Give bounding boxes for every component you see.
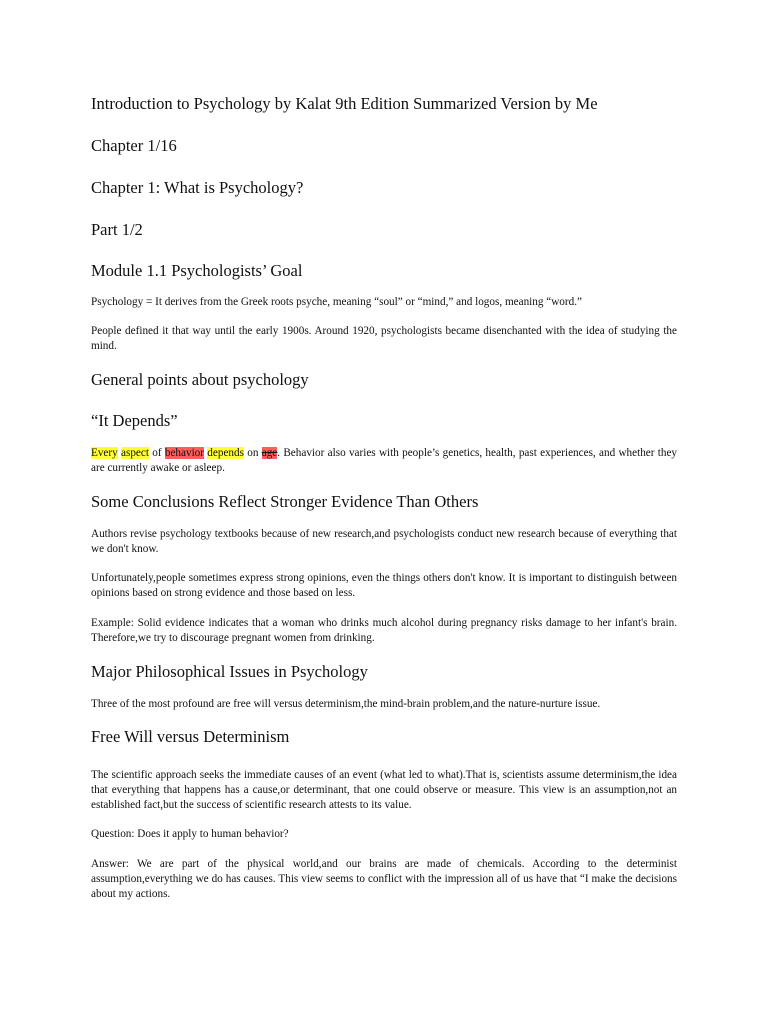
- chapter-count: Chapter 1/16: [91, 136, 177, 155]
- highlight-red-strikethrough: age: [261, 447, 278, 459]
- it-depends-paragraph: Every aspect of behavior depends on age. Behavior also varies with people’s genetics, health, past experiences, and whether they are currently awake or asleep.: [91, 447, 678, 474]
- philosophical-issues-paragraph: Three of the most profound are free will versus determinism,the mind-brain problem,and the nature-nurture issue.: [91, 698, 601, 710]
- philosophical-issues-heading: Major Philosophical Issues in Psychology: [91, 662, 368, 681]
- part-label: Part 1/2: [91, 220, 143, 239]
- evidence-paragraph-2: Unfortunately,people sometimes express strong opinions, even the things others don't know. It is important to distinguish between opinions based on strong evidence and those based on less.: [91, 572, 677, 599]
- chapter-title: Chapter 1: What is Psychology?: [91, 178, 304, 197]
- free-will-paragraph: The scientific approach seeks the immediate causes of an event (what led to what).That is, scientists assume determinism,the idea that everything that happens has a cause,or determinant, that one could observe or measure. This view is an assumption,not an established fact,but the success of scientific research attests to its value.: [91, 769, 677, 811]
- evidence-paragraph-3: Example: Solid evidence indicates that a woman who drinks much alcohol during pregnancy risks damage to her infant's brain. Therefore,we try to discourage pregnant women from drinking.: [91, 617, 677, 644]
- document-title: Introduction to Psychology by Kalat 9th Edition Summarized Version by Me: [91, 94, 598, 113]
- question-paragraph: Question: Does it apply to human behavior?: [91, 828, 289, 840]
- highlight-red: behavior: [164, 447, 204, 459]
- highlight-yellow: Every: [91, 447, 118, 459]
- history-paragraph: People defined it that way until the early 1900s. Around 1920, psychologists became disenchanted with the idea of studying the mind.: [91, 325, 677, 352]
- it-depends-heading: “It Depends”: [91, 411, 178, 430]
- free-will-heading: Free Will versus Determinism: [91, 727, 290, 746]
- general-points-heading: General points about psychology: [91, 370, 309, 389]
- highlight-yellow: depends: [207, 447, 244, 459]
- definition-paragraph: Psychology = It derives from the Greek roots psyche, meaning “soul” or “mind,” and logos, meaning “word.”: [91, 296, 582, 308]
- evidence-paragraph-1: Authors revise psychology textbooks because of new research,and psychologists conduct new research because of everything that we don't know.: [91, 528, 677, 555]
- answer-paragraph: Answer: We are part of the physical world,and our brains are made of chemicals. According to the determinist assumption,everything we do has causes. This view seems to conflict with the impression all of us have that “I make the decisions about my actions.: [91, 858, 677, 900]
- evidence-heading: Some Conclusions Reflect Stronger Evidence Than Others: [91, 492, 479, 511]
- module-heading: Module 1.1 Psychologists’ Goal: [91, 261, 303, 280]
- highlight-yellow: aspect: [121, 447, 149, 459]
